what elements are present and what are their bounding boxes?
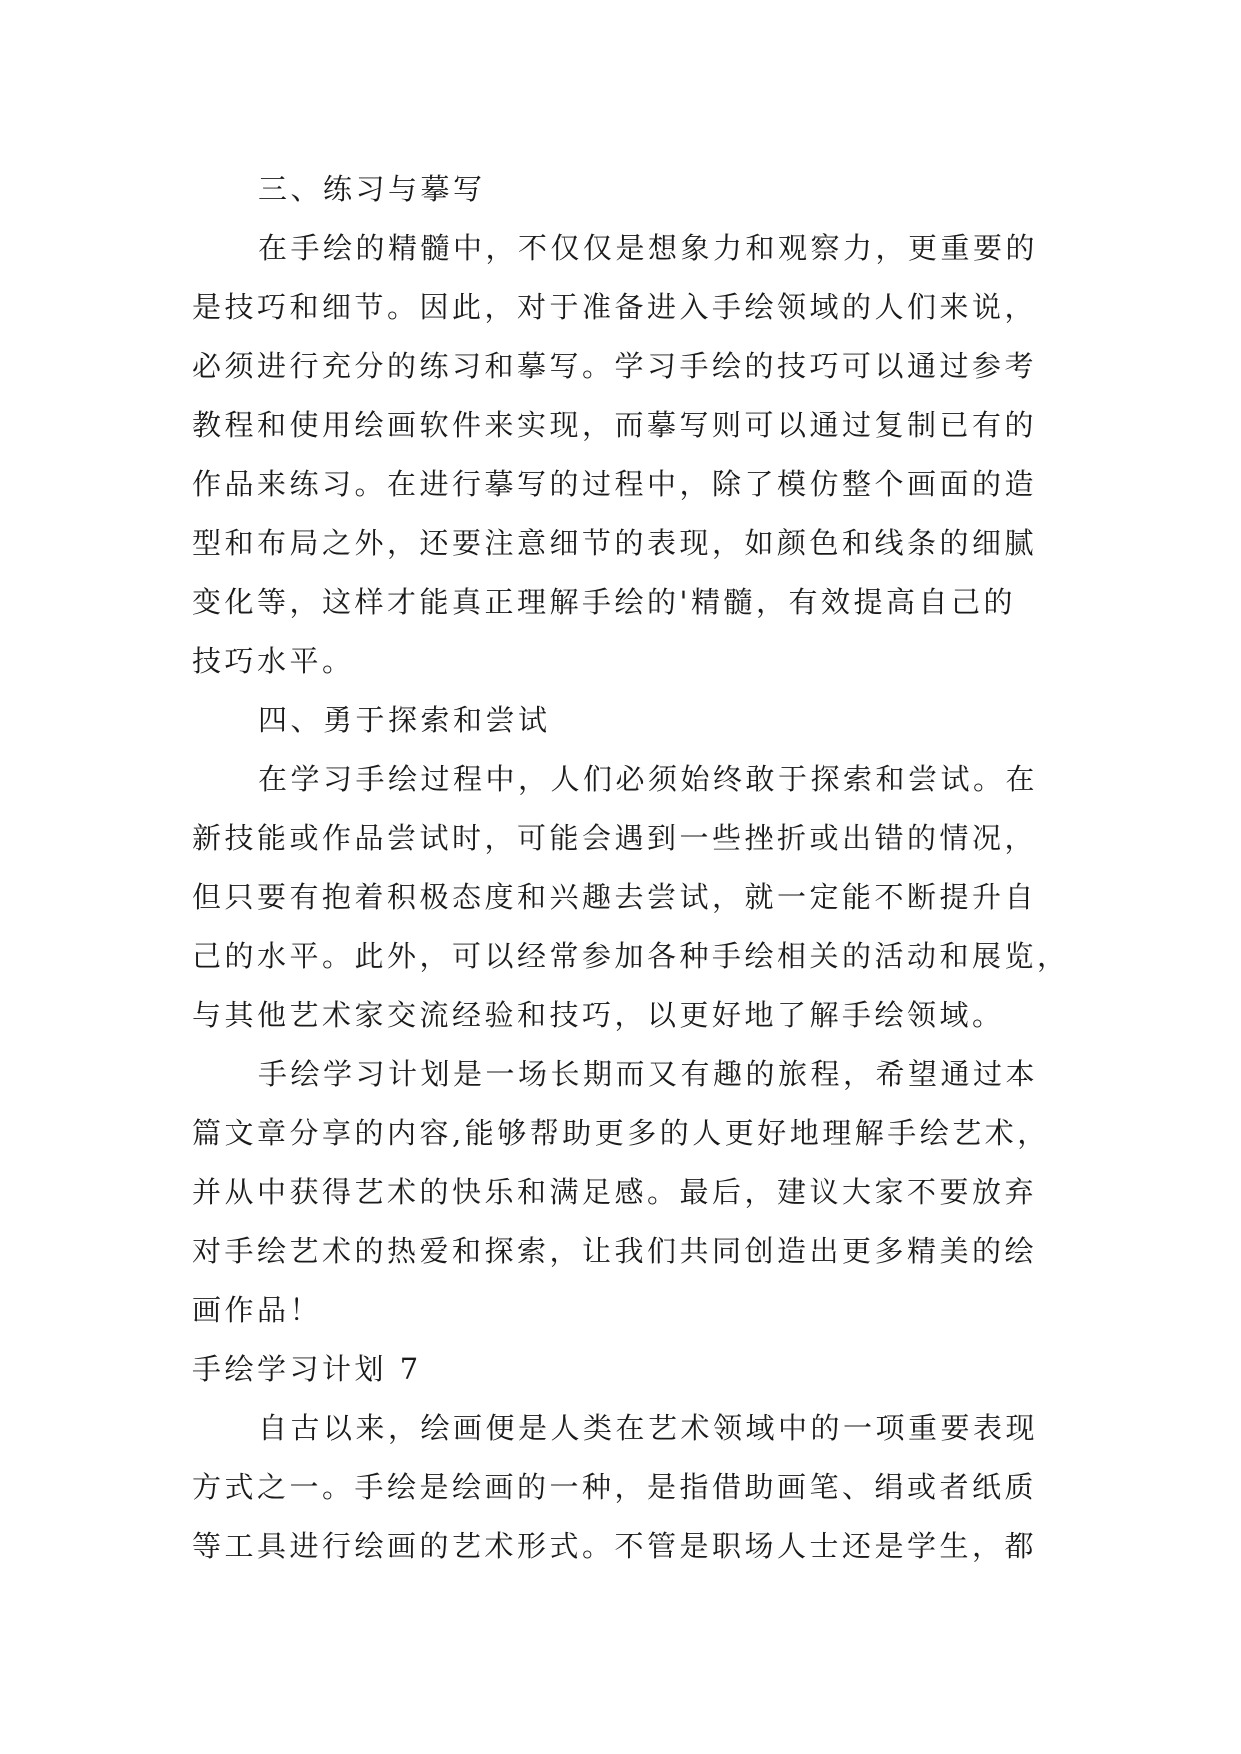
paragraph-line: 己的水平。此外，可以经常参加各种手绘相关的活动和展览， xyxy=(192,939,1070,973)
paragraph-line: 但只要有抱着积极态度和兴趣去尝试，就一定能不断提升自 xyxy=(192,880,1038,914)
paragraph-line: 新技能或作品尝试时，可能会遇到一些挫折或出错的情况， xyxy=(192,821,1038,855)
paragraph-line: 并从中获得艺术的快乐和满足感。最后，建议大家不要放弃 xyxy=(192,1175,1038,1209)
section-heading-3: 三、练习与摹写 xyxy=(258,172,486,206)
paragraph-line: 教程和使用绘画软件来实现，而摹写则可以通过复制已有的 xyxy=(192,408,1038,442)
paragraph-line: 作品来练习。在进行摹写的过程中，除了模仿整个画面的造 xyxy=(192,467,1038,501)
paragraph-line: 是技巧和细节。因此，对于准备进入手绘领域的人们来说， xyxy=(192,290,1038,324)
paragraph-line: 在学习手绘过程中，人们必须始终敢于探索和尝试。在 xyxy=(258,762,1039,796)
paragraph-line: 变化等，这样才能真正理解手绘的'精髓，有效提高自己的 xyxy=(192,585,1016,619)
paragraph-line: 方式之一。手绘是绘画的一种，是指借助画笔、绢或者纸质 xyxy=(192,1470,1038,1504)
document-body xyxy=(192,160,1070,1576)
paragraph-line: 等工具进行绘画的艺术形式。不管是职场人士还是学生，都 xyxy=(192,1529,1038,1563)
paragraph-line: 在手绘的精髓中，不仅仅是想象力和观察力，更重要的 xyxy=(258,231,1039,265)
paragraph-line: 画作品！ xyxy=(192,1293,323,1327)
paragraph-line: 型和布局之外，还要注意细节的表现，如颜色和线条的细腻 xyxy=(192,526,1038,560)
paragraph-line: 篇文章分享的内容,能够帮助更多的人更好地理解手绘艺术， xyxy=(192,1116,1050,1150)
section-heading-4: 四、勇于探索和尝试 xyxy=(258,703,551,737)
paragraph-line: 自古以来，绘画便是人类在艺术领域中的一项重要表现 xyxy=(258,1411,1039,1445)
paragraph-line: 必须进行充分的练习和摹写。学习手绘的技巧可以通过参考 xyxy=(192,349,1038,383)
paragraph-line: 对手绘艺术的热爱和探索，让我们共同创造出更多精美的绘 xyxy=(192,1234,1038,1268)
paragraph-line: 技巧水平。 xyxy=(192,644,355,678)
paragraph-line: 手绘学习计划是一场长期而又有趣的旅程，希望通过本 xyxy=(258,1057,1039,1091)
article-title: 手绘学习计划 7 xyxy=(192,1352,422,1386)
paragraph-line: 与其他艺术家交流经验和技巧，以更好地了解手绘领域。 xyxy=(192,998,1005,1032)
